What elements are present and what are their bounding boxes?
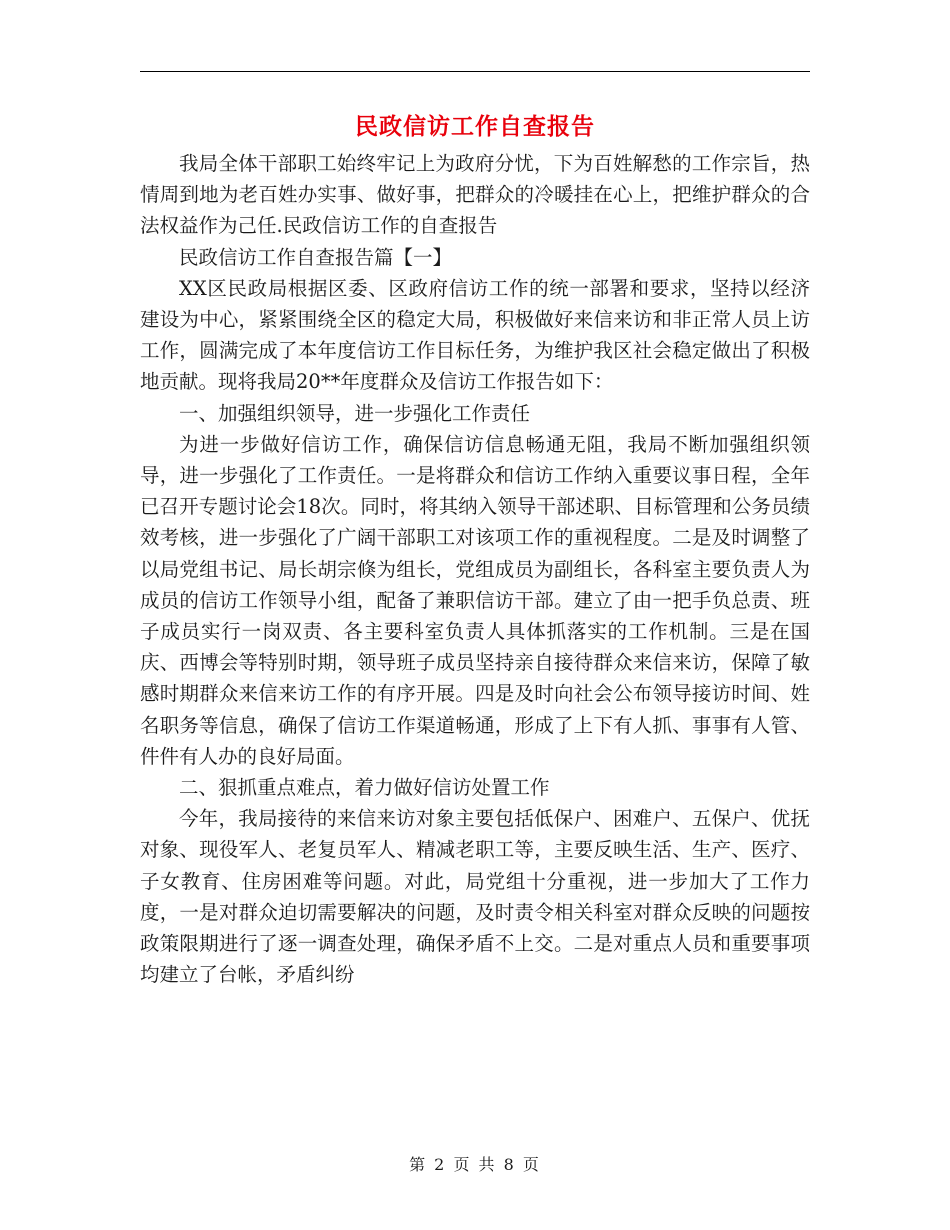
section-heading-1: 一、加强组织领导，进一步强化工作责任 [179,401,531,425]
paragraph-intro: 我局全体干部职工始终牢记上为政府分忧，下为百姓解愁的工作宗旨，热情周到地为老百姓办实事、做好事，把群众的冷暖挂在心上，把维护群众的合法权益作为己任.民政信访工作的自查报告 [140,152,810,238]
document-body [140,148,810,990]
paragraph-section-2: 今年，我局接待的来信来访对象主要包括低保户、困难户、五保户、优抚对象、现役军人、老复员军人、精减老职工等，主要反映生活、生产、医疗、子女教育、住房困难等问题。对此，局党组十分重视，进一步加大了工作力度，一是对群众迫切需要解决的问题，及时责令相关科室对群众反映的问题按政策限期进行了逐一调查处理，确保矛盾不上交。二是对重点人员和重要事项均建立了台帐，矛盾纠纷 [140,807,810,987]
paragraph-section-1: 为进一步做好信访工作，确保信访信息畅通无阻，我局不断加强组织领导，进一步强化了工作责任。一是将群众和信访工作纳入重要议事日程，全年已召开专题讨论会18次。同时，将其纳入领导干部述职、目标管理和公务员绩效考核，进一步强化了广阔干部职工对该项工作的重视程度。二是及时调整了以局党组书记、局长胡宗倏为组长，党组成员为副组长，各科室主要负责人为成员的信访工作领导小组，配备了兼职信访干部。建立了由一把手负总责、班子成员实行一岗双责、各主要科室负责人具体抓落实的工作机制。三是在国庆、西博会等特别时期，领导班子成员坚持亲自接待群众来信来访，保障了敏感时期群众来信来访工作的有序开展。四是及时向社会公布领导接访时间、姓名职务等信息，确保了信访工作渠道畅通，形成了上下有人抓、事事有人管、件件有人办的良好局面。 [140,432,810,768]
document-title: 民政信访工作自查报告 [355,113,595,140]
paragraph-overview: XX区民政局根据区委、区政府信访工作的统一部署和要求，坚持以经济建设为中心，紧紧围绕全区的稳定大局，积极做好来信来访和非正常人员上访工作，圆满完成了本年度信访工作目标任务，为维护我区社会稳定做出了积极地贡献。现将我局20**年度群众及信访工作报告如下： [140,276,810,394]
section-heading-2: 二、狠抓重点难点，着力做好信访处置工作 [179,776,550,800]
header-rule [140,71,810,72]
section-heading-part-one: 民政信访工作自查报告篇【一】 [179,245,453,269]
page-number-footer: 第 2 页 共 8 页 [409,1155,541,1174]
